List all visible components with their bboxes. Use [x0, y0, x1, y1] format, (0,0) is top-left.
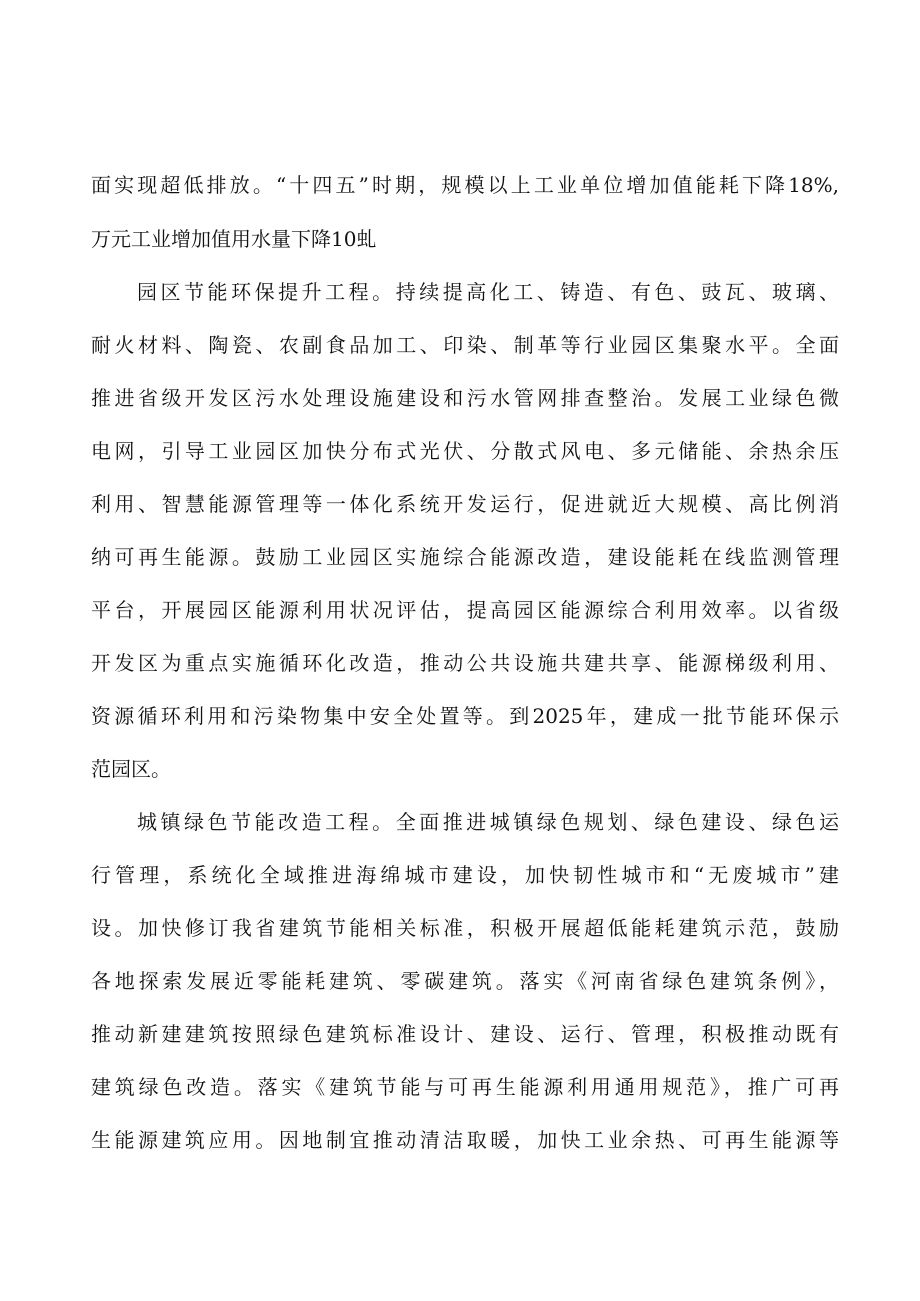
text-line: 推动新建建筑按照绿色建筑标准设计、建设、运行、管理，积极推动既有 [91, 1022, 839, 1046]
text-line: 平台，开展园区能源利用状况评估，提高园区能源综合利用效率。以省级 [91, 598, 839, 622]
text-line: 面实现超低排放。“十四五”时期，规模以上工业单位增加值能耗下降18%, [91, 173, 839, 197]
text-line: 电网，引导工业园区加快分布式光伏、分散式风电、多元储能、余热余压 [91, 439, 839, 463]
text-line: 行管理，系统化全域推进海绵城市建设，加快韧性城市和“无废城市”建 [91, 863, 839, 887]
text-line: 各地探索发展近零能耗建筑、零碳建筑。落实《河南省绿色建筑条例》， [91, 969, 839, 993]
text-line: 范园区。 [91, 757, 171, 781]
text-line: 生能源建筑应用。因地制宜推动清洁取暖，加快工业余热、可再生能源等 [91, 1128, 839, 1152]
text-line: 开发区为重点实施循环化改造，推动公共设施共建共享、能源梯级利用、 [91, 651, 839, 675]
text-line: 资源循环利用和污染物集中安全处置等。到2025年，建成一批节能环保示 [91, 704, 839, 728]
text-line: 利用、智慧能源管理等一体化系统开发运行，促进就近大规模、高比例消 [91, 492, 839, 516]
text-line: 推进省级开发区污水处理设施建设和污水管网排查整治。发展工业绿色微 [91, 386, 839, 410]
text-line: 纳可再生能源。鼓励工业园区实施综合能源改造，建设能耗在线监测管理 [91, 545, 839, 569]
text-line: 耐火材料、陶瓷、农副食品加工、印染、制革等行业园区集聚水平。全面 [91, 333, 839, 357]
text-line: 城镇绿色节能改造工程。全面推进城镇绿色规划、绿色建设、绿色运 [137, 810, 839, 834]
text-line: 设。加快修订我省建筑节能相关标准，积极开展超低能耗建筑示范，鼓励 [91, 916, 839, 940]
text-line: 建筑绿色改造。落实《建筑节能与可再生能源利用通用规范》，推广可再 [91, 1075, 839, 1099]
text-line: 园区节能环保提升工程。持续提高化工、铸造、有色、豉瓦、玻璃、 [137, 280, 839, 304]
text-line: 万元工业增加值用水量下降10虬 [91, 227, 377, 251]
